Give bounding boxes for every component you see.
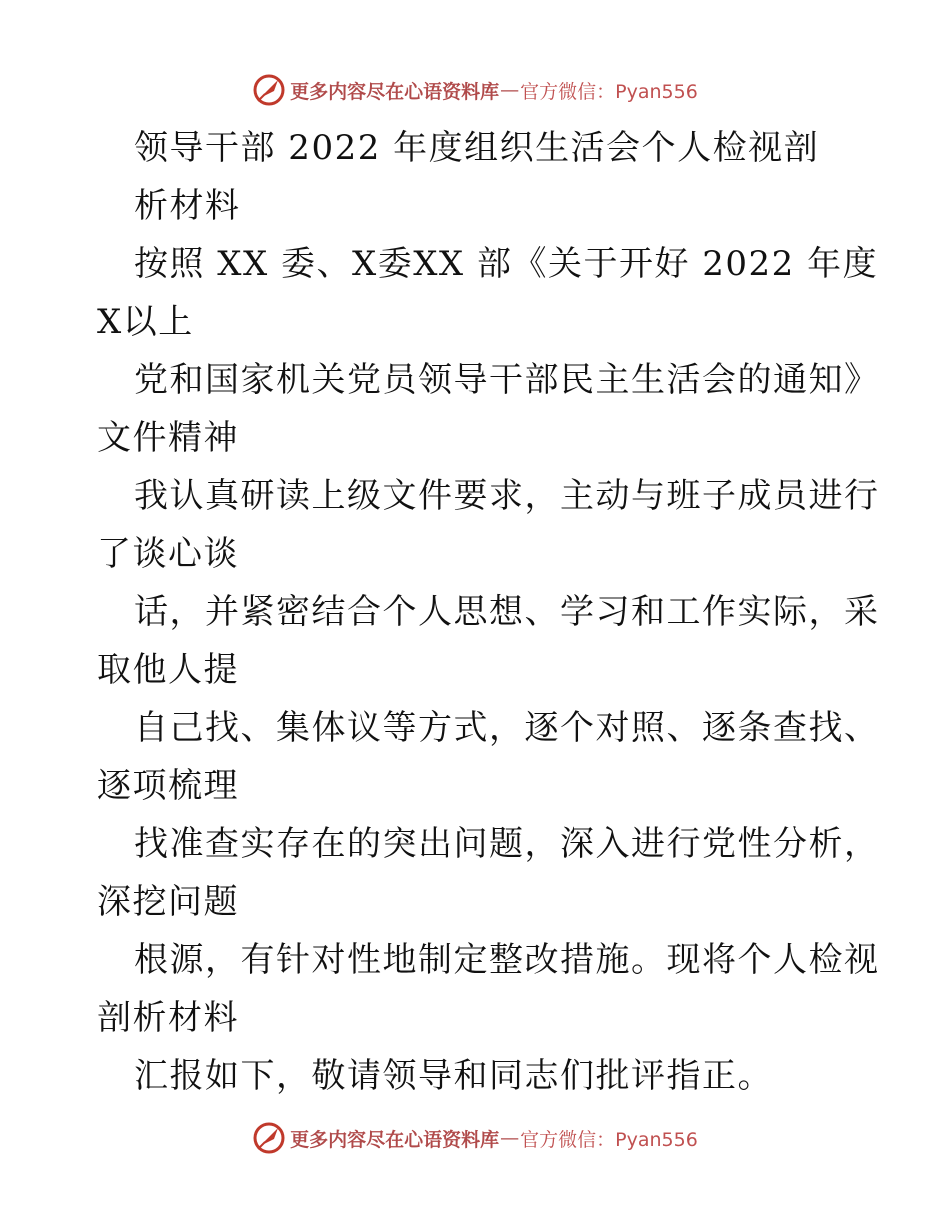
banner-main-text: 更多内容尽在心语资料库 bbox=[290, 80, 500, 103]
paragraph-line: 取他人提 bbox=[97, 650, 239, 690]
banner-wechat-text: 官方微信：Pyan556 bbox=[520, 1128, 698, 1151]
paragraph-line: 按照 XX 委、X委XX 部《关于开好 2022 年度 bbox=[134, 244, 879, 284]
paragraph-line: 找准查实存在的突出问题，深入进行党性分析， bbox=[134, 824, 880, 864]
paragraph-line: 逐项梳理 bbox=[97, 766, 239, 806]
paragraph-line: 剖析材料 bbox=[97, 998, 239, 1038]
paragraph-line: 根源，有针对性地制定整改措施。现将个人检视 bbox=[134, 940, 880, 980]
quill-logo-icon bbox=[252, 1121, 286, 1155]
banner-wechat-text: 官方微信：Pyan556 bbox=[520, 80, 698, 103]
paragraph-line: 党和国家机关党员领导干部民主生活会的通知》 bbox=[134, 360, 880, 400]
paragraph-line: 文件精神 bbox=[97, 418, 239, 458]
paragraph-line: 话，并紧密结合个人思想、学习和工作实际，采 bbox=[134, 592, 880, 632]
banner-dash: — bbox=[500, 1127, 520, 1149]
paragraph-line: 自己找、集体议等方式，逐个对照、逐条查找、 bbox=[134, 708, 880, 748]
paragraph-line: 深挖问题 bbox=[97, 882, 239, 922]
banner-dash: — bbox=[500, 79, 520, 101]
watermark-banner-bottom bbox=[0, 1118, 950, 1158]
title-line-1: 领导干部 2022 年度组织生活会个人检视剖 bbox=[134, 128, 820, 168]
banner-main-text: 更多内容尽在心语资料库 bbox=[290, 1128, 500, 1151]
paragraph-line: X以上 bbox=[97, 302, 194, 342]
paragraph-line: 汇报如下，敬请领导和同志们批评指正。 bbox=[134, 1056, 773, 1096]
title-line-2: 析材料 bbox=[134, 186, 241, 226]
paragraph-line: 了谈心谈 bbox=[97, 534, 239, 574]
paragraph-line: 我认真研读上级文件要求，主动与班子成员进行 bbox=[134, 476, 880, 516]
